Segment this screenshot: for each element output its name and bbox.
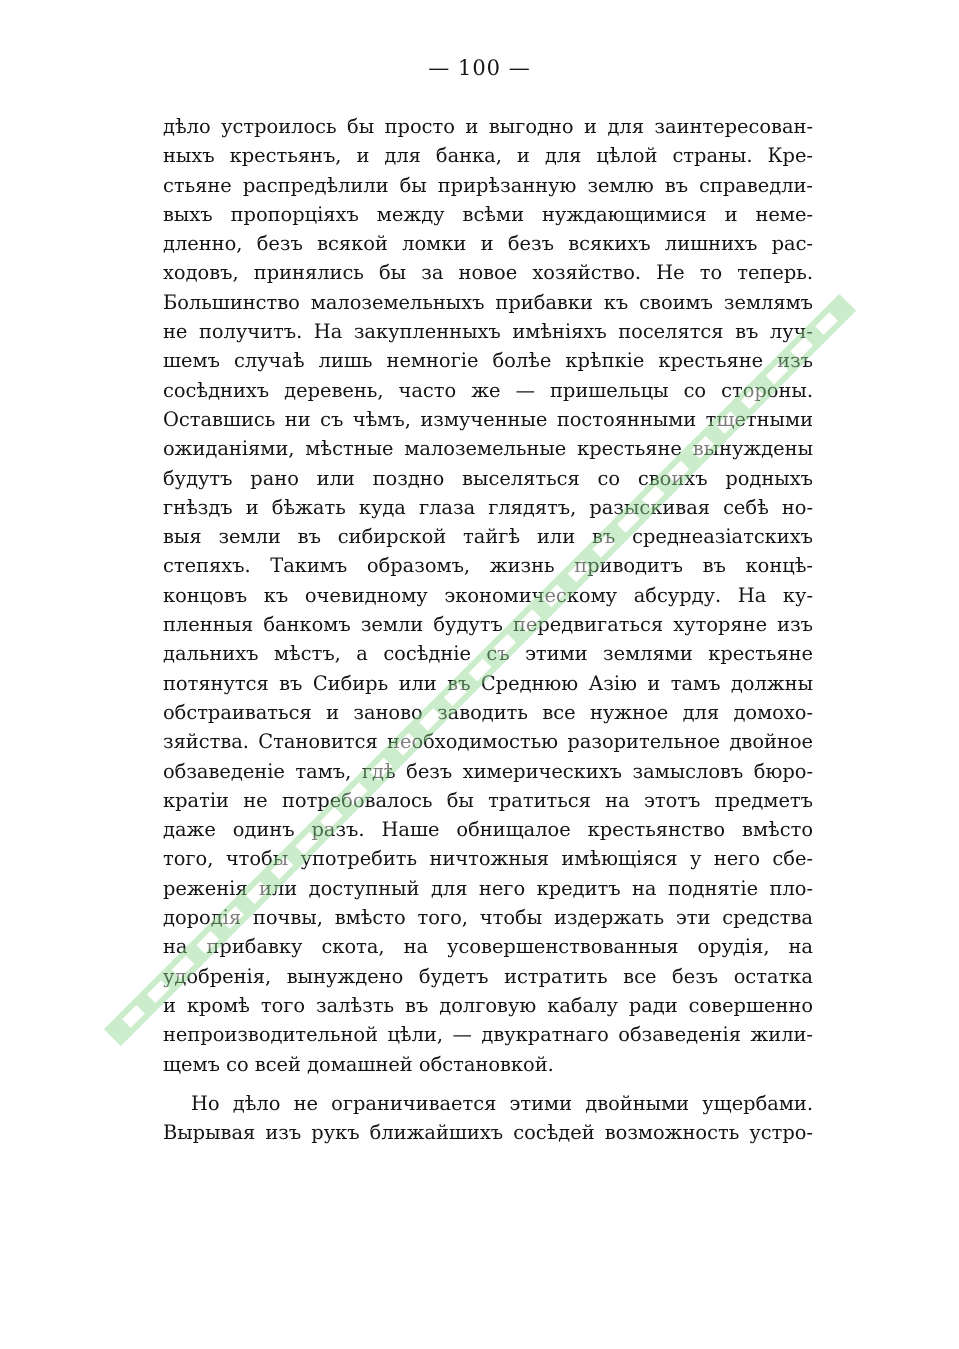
text-line: зяйства. Становится необходимостью разорительное двойное bbox=[163, 730, 813, 754]
text-line: удобренія, вынуждено будетъ истратить все безъ остатка bbox=[163, 964, 813, 988]
text-line: щемъ со всей домашней обстановкой. bbox=[163, 1052, 554, 1076]
page-number: — 100 — bbox=[428, 56, 531, 80]
text-line: и кромѣ того залѣзть въ долговую кабалу ради совершенно bbox=[163, 993, 813, 1017]
text-line: непроизводительной цѣли, — двукратнаго обзаведенія жили- bbox=[163, 1023, 813, 1047]
text-line: не получитъ. На закупленныхъ имѣніяхъ поселятся въ луч- bbox=[163, 320, 813, 344]
text-line: дленно, безъ всякой ломки и безъ всякихъ лишнихъ рас- bbox=[163, 232, 813, 256]
text-line: концовъ къ очевидному экономическому абсурду. На ку- bbox=[163, 583, 813, 607]
text-line: степяхъ. Такимъ образомъ, жизнь приводитъ въ концѣ- bbox=[163, 554, 813, 578]
text-line: ожиданіями, мѣстные малоземельные крестьяне вынуждены bbox=[163, 437, 813, 461]
text-line: выя земли въ сибирской тайгѣ или въ среднеазіатскихъ bbox=[163, 525, 813, 549]
text-line: будутъ рано или поздно выселяться со своихъ родныхъ bbox=[163, 466, 813, 490]
text-line: дородія почвы, вмѣсто того, чтобы издержать эти средства bbox=[163, 906, 813, 930]
text-line: обстраиваться и заново заводить все нужное для домохо- bbox=[163, 700, 813, 724]
text-line: дальнихъ мѣстъ, а сосѣдніе съ этими землями крестьяне bbox=[163, 642, 813, 666]
body-text bbox=[163, 112, 813, 1147]
text-line: ныхъ крестьянъ, и для банка, и для цѣлой страны. Кре- bbox=[163, 144, 813, 168]
text-line: стьяне распредѣлили бы прирѣзанную землю въ справедли- bbox=[163, 173, 813, 197]
text-line: Вырывая изъ рукъ ближайшихъ сосѣдей возможность устро- bbox=[163, 1121, 813, 1145]
paragraph bbox=[163, 1089, 813, 1148]
text-line: обзаведеніе тамъ, гдѣ безъ химерическихъ замысловъ бюро- bbox=[163, 759, 813, 783]
text-line: выхъ пропорціяхъ между всѣми нуждающимися и неме- bbox=[163, 202, 813, 226]
text-line: даже одинъ разъ. Наше обнищалое крестьянство вмѣсто bbox=[163, 818, 813, 842]
text-line: сосѣднихъ деревень, часто же — пришельцы со стороны. bbox=[163, 378, 813, 402]
text-line: шемъ случаѣ лишь немногіе болѣе крѣпкіе крестьяне изъ bbox=[163, 349, 813, 373]
text-line: гнѣздъ и бѣжать куда глаза глядятъ, разыскивая себѣ но- bbox=[163, 495, 813, 519]
text-line: Оставшись ни съ чѣмъ, измученные постоянными тщетными bbox=[163, 407, 813, 431]
text-line: кратіи не потребовалось бы тратиться на этотъ предметъ bbox=[163, 788, 813, 812]
text-line: реженія или доступный для него кредитъ на поднятіе пло- bbox=[163, 876, 813, 900]
text-line: ходовъ, принялись бы за новое хозяйство. Не то теперь. bbox=[163, 261, 813, 285]
text-line: Но дѣло не ограничивается этими двойными ущербами. bbox=[191, 1091, 813, 1115]
text-line: потянутся въ Сибирь или въ Среднюю Азію и тамъ должны bbox=[163, 671, 813, 695]
text-line: пленныя банкомъ земли будутъ передвигаться хуторяне изъ bbox=[163, 613, 813, 637]
text-line: Большинство малоземельныхъ прибавки къ своимъ землямъ bbox=[163, 290, 813, 314]
text-line: на прибавку скота, на усовершенствованныя орудія, на bbox=[163, 935, 813, 959]
text-line: того, чтобы употребить ничтожныя имѣющіяся у него сбе- bbox=[163, 847, 813, 871]
paragraph bbox=[163, 112, 813, 1079]
text-line: дѣло устроилось бы просто и выгодно и для заинтересован- bbox=[163, 115, 813, 138]
